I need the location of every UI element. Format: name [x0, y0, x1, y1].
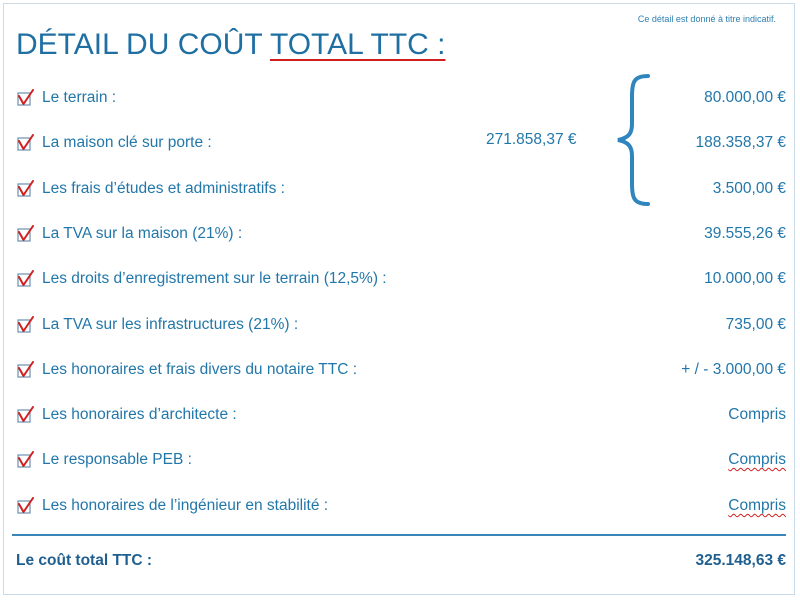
- checkbox-check-icon: [16, 88, 36, 108]
- disclaimer-note: Ce détail est donné à titre indicatif.: [637, 14, 776, 24]
- cost-item-amount: 80.000,00 €: [704, 89, 786, 106]
- cost-item-row: [16, 269, 786, 291]
- checkbox-check-icon: [16, 315, 36, 335]
- cost-item-row: [16, 496, 786, 518]
- checkbox-check-icon: [16, 405, 36, 425]
- subtotal-amount: 271.858,37 €: [486, 131, 577, 148]
- total-amount: 325.148,63 €: [695, 552, 786, 569]
- cost-item-amount: 10.000,00 €: [704, 270, 786, 287]
- checkbox-check-icon: [16, 224, 36, 244]
- cost-item-label: La maison clé sur porte :: [42, 134, 212, 151]
- total-row: [16, 552, 786, 574]
- cost-item-label: Le terrain :: [42, 89, 117, 106]
- cost-item-row: [16, 450, 786, 472]
- cost-item-label: Les honoraires d’architecte :: [42, 406, 237, 423]
- total-divider: [12, 534, 786, 536]
- title-prefix: DÉTAIL DU COÛT: [16, 28, 270, 61]
- cost-item-amount: Compris: [728, 406, 786, 423]
- cost-item-row: [16, 88, 786, 110]
- cost-item-row: [16, 179, 786, 201]
- cost-item-row: [16, 405, 786, 427]
- checkbox-check-icon: [16, 133, 36, 153]
- checkbox-check-icon: [16, 450, 36, 470]
- cost-item-label: Les droits d’enregistrement sur le terrain (12,5%) :: [42, 270, 387, 287]
- cost-item-label: Les honoraires et frais divers du notaire TTC :: [42, 361, 358, 378]
- cost-item-row: [16, 315, 786, 337]
- cost-item-amount: 39.555,26 €: [704, 225, 786, 242]
- cost-item-row: [16, 133, 786, 155]
- checkbox-check-icon: [16, 269, 36, 289]
- cost-item-label: La TVA sur la maison (21%) :: [42, 225, 243, 242]
- curly-brace-icon: [608, 72, 658, 208]
- page-title: [16, 28, 446, 62]
- cost-item-label: La TVA sur les infrastructures (21%) :: [42, 316, 299, 333]
- cost-item-amount: 735,00 €: [725, 316, 786, 333]
- cost-item-amount: 188.358,37 €: [695, 134, 786, 151]
- checkbox-check-icon: [16, 360, 36, 380]
- cost-item-row: [16, 360, 786, 382]
- checkbox-check-icon: [16, 496, 36, 516]
- cost-item-amount: Compris: [728, 497, 786, 514]
- cost-item-amount: + / - 3.000,00 €: [681, 361, 786, 378]
- cost-item-label: Les frais d’études et administratifs :: [42, 180, 285, 197]
- cost-item-amount: Compris: [728, 451, 786, 468]
- cost-item-label: Le responsable PEB :: [42, 451, 192, 468]
- checkbox-check-icon: [16, 179, 36, 199]
- title-underlined: TOTAL TTC :: [269, 28, 446, 61]
- cost-item-row: [16, 224, 786, 246]
- cost-item-label: Les honoraires de l’ingénieur en stabilité :: [42, 497, 329, 514]
- cost-item-amount: 3.500,00 €: [712, 180, 786, 197]
- total-label: Le coût total TTC :: [16, 552, 153, 569]
